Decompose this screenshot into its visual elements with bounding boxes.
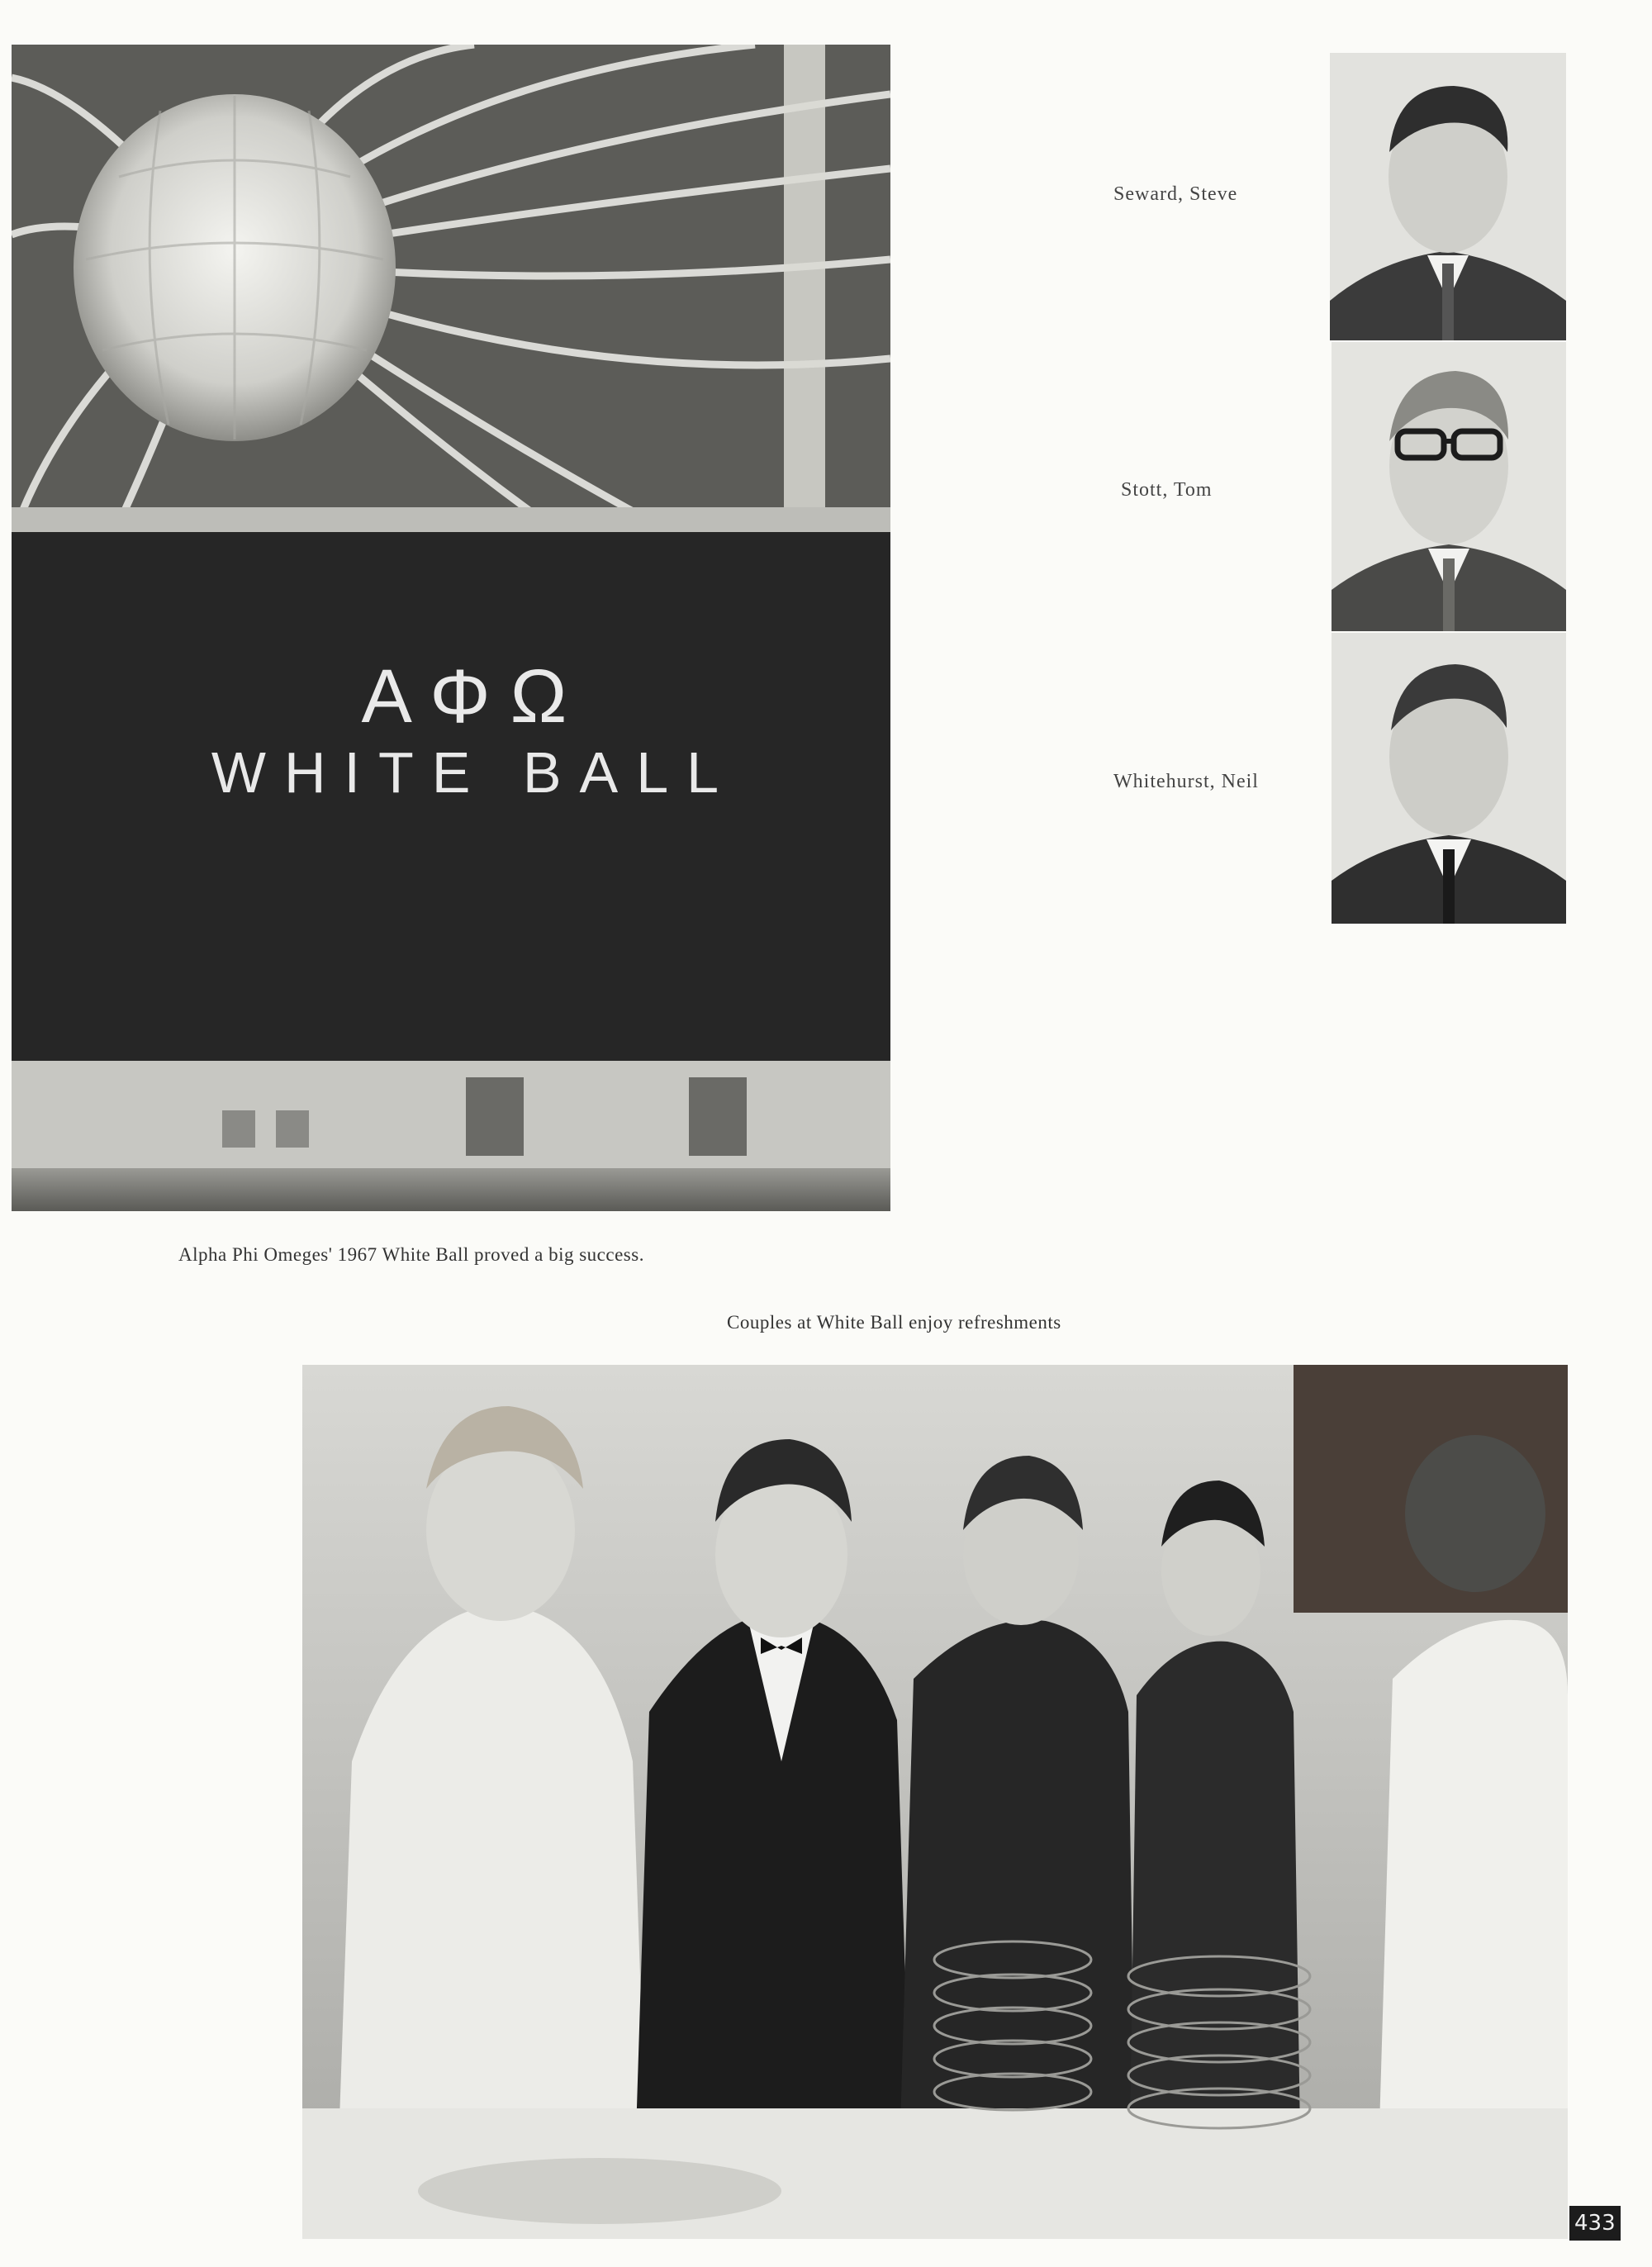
page-number: 433 — [1569, 2206, 1621, 2241]
portrait-name-seward: Seward, Steve — [1113, 183, 1238, 205]
stage-sign-white-ball: WHITE BALL — [211, 740, 738, 805]
portrait-name-stott: Stott, Tom — [1121, 479, 1213, 501]
refreshments-photo-caption: Couples at White Ball enjoy refreshments — [727, 1312, 1061, 1333]
portrait-stott-photo — [1332, 342, 1566, 631]
portrait-seward-photo — [1330, 53, 1566, 340]
stage-photo-drawing — [12, 45, 890, 1211]
refreshments-photo — [302, 1365, 1568, 2239]
portrait-seward-drawing — [1330, 53, 1566, 340]
white-ball-stage-photo — [12, 45, 890, 1211]
stage-sign-greek-letters: ΑΦΩ — [361, 654, 587, 739]
portrait-name-whitehurst: Whitehurst, Neil — [1113, 771, 1259, 792]
portrait-whitehurst-photo — [1332, 633, 1566, 924]
portrait-stott-drawing — [1332, 342, 1566, 631]
stage-photo-caption: Alpha Phi Omeges' 1967 White Ball proved a big success. — [178, 1244, 644, 1265]
refreshments-photo-drawing — [302, 1365, 1568, 2239]
portrait-whitehurst-drawing — [1332, 633, 1566, 924]
